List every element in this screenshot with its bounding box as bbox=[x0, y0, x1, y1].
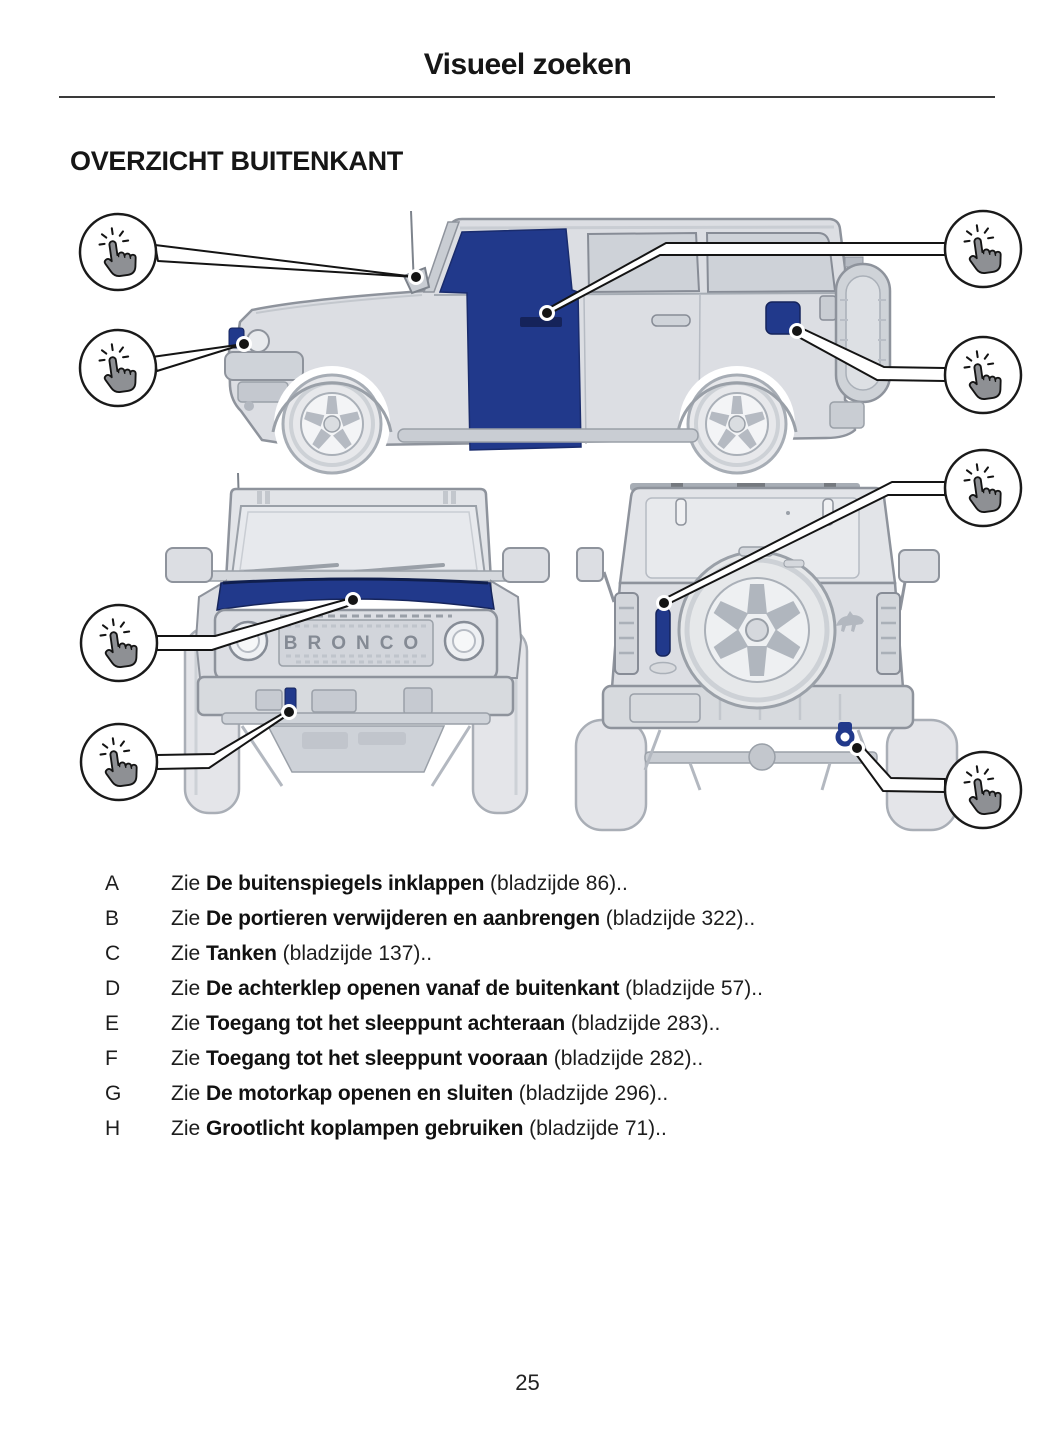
right-mirror bbox=[899, 550, 939, 582]
callout-dot bbox=[236, 336, 252, 352]
left-taillamp bbox=[615, 593, 638, 674]
hotspot-front-tow-point[interactable] bbox=[81, 724, 157, 800]
legend-letter: H bbox=[105, 1117, 121, 1140]
legend-see: Zie bbox=[171, 1047, 201, 1070]
callout-dot bbox=[408, 269, 424, 285]
hotspot-fuel-filler-door[interactable] bbox=[945, 337, 1021, 413]
left-mirror bbox=[166, 548, 212, 582]
section-heading: OVERZICHT BUITENKANT bbox=[70, 146, 403, 176]
rear-wheel bbox=[688, 375, 786, 473]
legend-see: Zie bbox=[171, 1117, 201, 1140]
legend-topic: De buitenspiegels inklappen bbox=[206, 872, 485, 895]
callout-dot bbox=[281, 704, 297, 720]
taillamp-side bbox=[820, 296, 836, 320]
exterior-overview-figure bbox=[38, 185, 1023, 857]
legend-list bbox=[0, 872, 1000, 1152]
rear-left-tire bbox=[576, 720, 646, 830]
page-title: Visueel zoeken bbox=[423, 48, 632, 81]
legend-item bbox=[0, 872, 1000, 896]
left-mirror bbox=[577, 548, 603, 581]
highlight-tailgate-handle bbox=[656, 608, 670, 656]
legend-page-ref: (bladzijde 282).. bbox=[553, 1047, 704, 1070]
legend-topic: Tanken bbox=[206, 942, 277, 965]
legend-see: Zie bbox=[171, 1012, 201, 1035]
windshield bbox=[232, 506, 485, 576]
callout-dot bbox=[345, 592, 361, 608]
legend-topic: De motorkap openen en sluiten bbox=[206, 1082, 513, 1105]
legend-item bbox=[0, 942, 1000, 966]
legend-item bbox=[0, 1012, 1000, 1036]
legend-see: Zie bbox=[171, 1082, 201, 1105]
legend-topic: Grootlicht koplampen gebruiken bbox=[206, 1117, 524, 1140]
page-number: 25 bbox=[515, 1370, 540, 1395]
hotspot-tailgate-handle[interactable] bbox=[945, 450, 1021, 526]
skid-plate bbox=[268, 726, 444, 772]
callout-dot bbox=[849, 740, 865, 756]
right-taillamp bbox=[877, 593, 900, 674]
legend-page-ref: (bladzijde 71).. bbox=[529, 1117, 667, 1140]
legend-topic: De achterklep openen vanaf de buitenkant bbox=[206, 977, 620, 1000]
hotspot-hood[interactable] bbox=[81, 605, 157, 681]
legend-page-ref: (bladzijde 322).. bbox=[605, 907, 756, 930]
legend-page-ref: (bladzijde 86).. bbox=[490, 872, 628, 895]
legend-page-ref: (bladzijde 283).. bbox=[570, 1012, 721, 1035]
legend-page-ref: (bladzijde 137).. bbox=[282, 942, 433, 965]
door-handle bbox=[652, 315, 690, 326]
front-bumper-side bbox=[225, 352, 303, 380]
legend-item bbox=[0, 1082, 1000, 1106]
legend-item bbox=[0, 1047, 1000, 1071]
legend-letter: F bbox=[105, 1047, 118, 1070]
legend-letter: E bbox=[105, 1012, 120, 1035]
grille-text: BRONCO bbox=[283, 633, 429, 654]
ford-badge bbox=[650, 663, 676, 674]
legend-see: Zie bbox=[171, 907, 201, 930]
front-wheel bbox=[283, 375, 381, 473]
legend-page-ref: (bladzijde 57).. bbox=[625, 977, 763, 1000]
legend-topic: Toegang tot het sleeppunt vooraan bbox=[206, 1047, 548, 1070]
callout-dot bbox=[539, 305, 555, 321]
exterior-overview-svg bbox=[38, 185, 1023, 857]
hotspot-headlamp[interactable] bbox=[80, 330, 156, 406]
legend-topic: Toegang tot het sleeppunt achteraan bbox=[206, 1012, 566, 1035]
legend-item bbox=[0, 907, 1000, 931]
legend-see: Zie bbox=[171, 872, 201, 895]
quarter-window bbox=[707, 233, 835, 292]
legend-item bbox=[0, 1117, 1000, 1141]
callout-dot bbox=[656, 595, 672, 611]
legend-letter: B bbox=[105, 907, 120, 930]
callout-dot bbox=[789, 323, 805, 339]
legend-item bbox=[0, 977, 1000, 1001]
right-mirror bbox=[503, 548, 549, 582]
legend-letter: G bbox=[105, 1082, 122, 1105]
hotspot-rear-tow-point[interactable] bbox=[945, 752, 1021, 828]
title-divider bbox=[59, 96, 995, 98]
legend-letter: C bbox=[105, 942, 121, 965]
legend-see: Zie bbox=[171, 977, 201, 1000]
rear-right-tire bbox=[887, 720, 957, 830]
callout-line-mirror bbox=[155, 245, 416, 277]
legend-page-ref: (bladzijde 296).. bbox=[518, 1082, 669, 1105]
hotspot-front-door[interactable] bbox=[945, 211, 1021, 287]
legend-letter: A bbox=[105, 872, 120, 895]
door-badge bbox=[520, 317, 562, 327]
hotspot-exterior-mirror[interactable] bbox=[80, 214, 156, 290]
running-board bbox=[398, 429, 698, 442]
legend-topic: De portieren verwijderen en aanbrengen bbox=[206, 907, 600, 930]
legend-letter: D bbox=[105, 977, 121, 1000]
legend-see: Zie bbox=[171, 942, 201, 965]
